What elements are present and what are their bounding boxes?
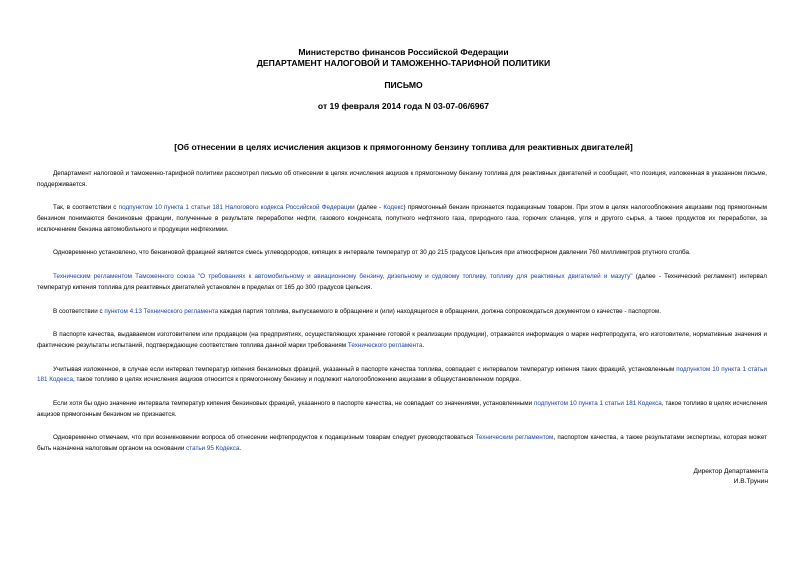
body-paragraph: [37, 307, 767, 318]
body-paragraph: [37, 248, 767, 259]
paragraph-text: .: [422, 341, 425, 349]
department-name: ДЕПАРТАМЕНТ НАЛОГОВОЙ И ТАМОЖЕННО-ТАРИФНОЙ ПОЛИТИКИ: [256, 58, 551, 68]
paragraph-text: Одновременно отмечаем, что при возникновении вопроса об отнесении нефтепродуктов к подакцизным товарам следует руководствоваться: [53, 434, 476, 442]
reference-link[interactable]: статьи 95 Кодекса: [186, 445, 240, 452]
signatory-name: И.В.Трунин: [733, 478, 768, 486]
paragraph-text: , такое топливо в целях исчисления акцизов прямогонным бензином не признается.: [37, 400, 767, 418]
letter-subject: [Об отнесении в целях исчисления акцизов к прямогонному бензину топлива для реактивных двигателей]: [174, 142, 633, 152]
body-paragraph: [37, 365, 767, 386]
body-paragraph: [37, 399, 767, 420]
body-paragraph: [37, 169, 767, 190]
paragraph-text: Если хотя бы одно значение интервала температур кипения бензиновых фракций, указанного в паспорте качества, не совпадает со значениями, установленными: [53, 400, 534, 408]
reference-link[interactable]: подпунктом 10 пункта 1 статьи 181 Кодекса: [533, 400, 662, 408]
paragraph-text: ) прямогонный бензин признается подакцизным товаром. При этом в целях налогообложения акцизами под прямогонным бензином понимаются бензиновые фракции, полученные в результате переработки нефти, газового конденсата, попутного нефтяного газа, природного газа, горючих сланцев, угля и другого сырья, а также продуктов их переработки, за исключением бензина автомобильного и продукции нефтехимии.: [37, 204, 767, 233]
document-date-number: от 19 февраля 2014 года N 03-07-06/6967: [317, 101, 490, 111]
signatory-position: Директор Департамента: [693, 468, 768, 475]
paragraph-text: Одновременно установлено, что бензиновой фракцией является смесь углеводородов, кипящих в интервале температур от 30 до 215 градусов Цельсия при атмосферном давлении 760 миллиметров ртутного столба.: [53, 249, 691, 257]
letter-body: [37, 169, 767, 468]
reference-link[interactable]: пунктом 4.13 Технического регламента: [104, 307, 219, 315]
signature-block: [693, 467, 768, 488]
reference-link[interactable]: подпунктом 10 пункта 1 статьи 181 Кодекса: [37, 365, 767, 384]
body-paragraph: [37, 433, 767, 454]
reference-link[interactable]: Техническим регламентом Таможенного союза "О требованиях к автомобильному и авиационному бензину, дизельному и судовому топливу, топливу для реактивных двигателей и мазуту": [53, 273, 633, 281]
paragraph-text: , паспортом качества, а также результатами экспертизы, которая может быть назначена налоговым органом на основании: [37, 434, 768, 452]
document-type: ПИСЬМО: [384, 80, 423, 90]
paragraph-text: В паспорте качества, выдаваемом изготовителем или продавцом (на предприятиях, осуществляющих хранение готовой к реализации продукции), отражается информация о марке нефтепродукта, его изготовителе, нормативные значения и фактические результаты испытаний, подтверждающие соответствие топлива данной марки требованиям: [37, 331, 767, 349]
paragraph-text: (далее - Технический регламент) интервал температур кипения топлива для реактивных двигателей установлен в пределах от 165 до 300 градусов Цельсия.: [37, 273, 767, 291]
body-paragraph: [37, 203, 767, 235]
reference-link[interactable]: Технического регламента: [347, 341, 423, 349]
reference-link[interactable]: Кодекс: [383, 204, 404, 212]
body-paragraph: [37, 272, 767, 293]
paragraph-text: каждая партия топлива, выпускаемого в обращение и (или) находящегося в обращении, должна сопровождаться документом о качестве - паспортом.: [218, 307, 661, 315]
paragraph-text: , такое топливо в целях исчисления акцизов относится к прямогонному бензину и подлежит налогообложению акцизами в общеустановленном порядке.: [72, 376, 521, 384]
reference-link[interactable]: подпунктом 10 пункта 1 статьи 181 Налогового кодекса Российской Федерации: [118, 204, 355, 212]
paragraph-text: .: [239, 445, 242, 452]
ministry-name: Министерство финансов Российской Федерации: [298, 47, 509, 57]
paragraph-text: Так, в соответствии с: [53, 204, 119, 212]
paragraph-text: Учитывая изложенное, в случае если интервал температур кипения бензиновых фракций, указанный в паспорте качества топлива, совпадает с интервалом температур кипения таких фракций, установленным: [53, 365, 677, 373]
reference-link[interactable]: Техническим регламентом: [475, 434, 554, 442]
paragraph-text: (далее -: [354, 204, 384, 212]
paragraph-text: Департамент налоговой и таможенно-тарифной политики рассмотрел письмо об отнесении в целях исчисления акцизов к прямогонному бензину топлива для реактивных двигателей и сообщает, что позиция, изложенная в указанном письме, поддерживается.: [37, 170, 767, 188]
body-paragraph: [37, 330, 767, 351]
paragraph-text: В соответствии с: [53, 307, 105, 315]
